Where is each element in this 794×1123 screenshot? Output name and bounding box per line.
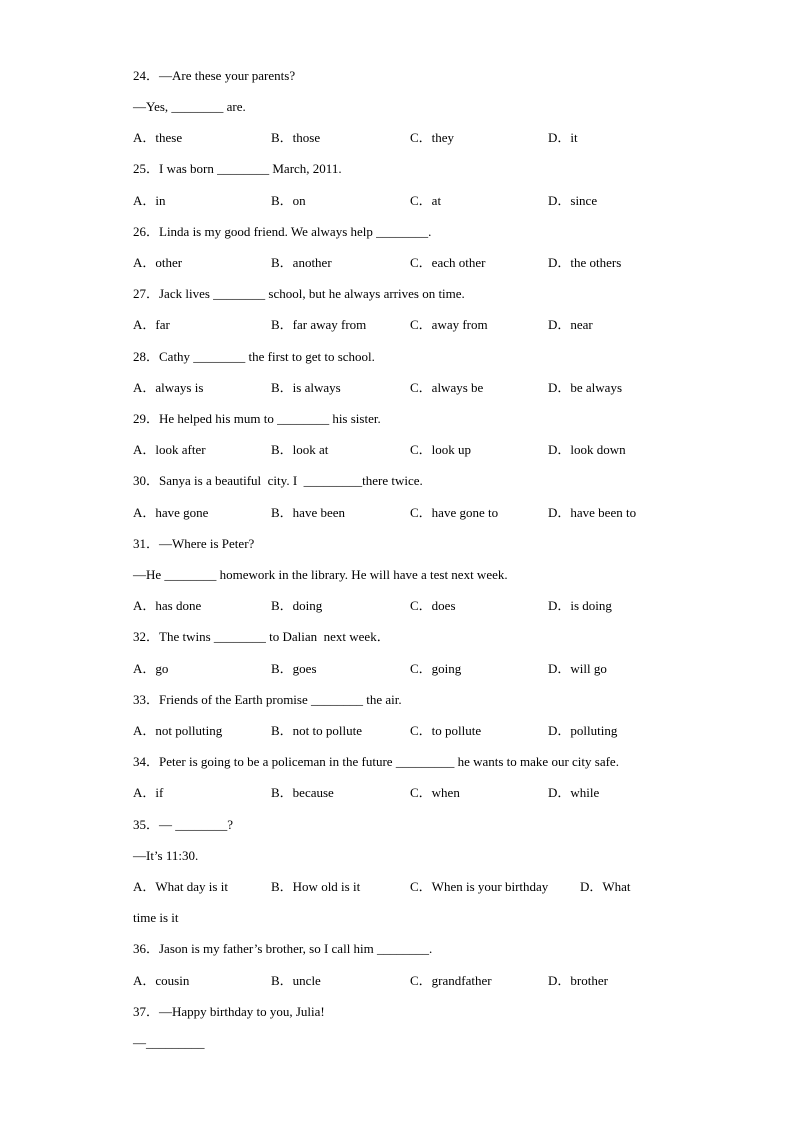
q32-stem: 32．The twins ________ to Dalian next week． xyxy=(133,629,390,644)
q24-option-b: B．those xyxy=(271,130,321,145)
q35-option-c: C．When is your birthday xyxy=(410,879,549,894)
q27-option-b: B．far away from xyxy=(271,317,367,332)
q26-option-c: C．each other xyxy=(410,255,486,270)
q30-option-c: C．have gone to xyxy=(410,505,499,520)
q27-option-d: D．near xyxy=(548,317,593,332)
q30-option-b: B．have been xyxy=(271,505,346,520)
q29-option-d: D．look down xyxy=(548,442,626,457)
q37-stem: 37．—Happy birthday to you, Julia! xyxy=(133,1004,325,1019)
q32-option-b: B．goes xyxy=(271,661,317,676)
q28-option-d: D．be always xyxy=(548,380,623,395)
q25-option-c: C．at xyxy=(410,193,442,208)
q36-option-d: D．brother xyxy=(548,973,608,988)
q37-reply: —_________ xyxy=(133,1035,205,1050)
q24-stem: 24．—Are these your parents? xyxy=(133,68,296,83)
q35-option-d: D．What xyxy=(580,879,631,894)
q36-option-a: A．cousin xyxy=(133,973,190,988)
q34-option-b: B．because xyxy=(271,785,334,800)
q35-stem: 35．— ________? xyxy=(133,817,234,832)
q34-option-a: A．if xyxy=(133,785,164,800)
q27-stem: 27．Jack lives ________ school, but he always arrives on time. xyxy=(133,286,465,301)
q28-stem: 28．Cathy ________ the first to get to school. xyxy=(133,349,375,364)
q28-option-a: A．always is xyxy=(133,380,204,395)
q32-option-a: A．go xyxy=(133,661,169,676)
q33-option-a: A．not polluting xyxy=(133,723,223,738)
q24-option-d: D．it xyxy=(548,130,578,145)
q24-option-c: C．they xyxy=(410,130,455,145)
q30-option-d: D．have been to xyxy=(548,505,637,520)
q26-option-d: D．the others xyxy=(548,255,622,270)
q28-option-b: B．is always xyxy=(271,380,341,395)
q36-stem: 36．Jason is my father’s brother, so I call him ________. xyxy=(133,941,433,956)
q31-option-d: D．is doing xyxy=(548,598,612,613)
q25-option-a: A．in xyxy=(133,193,166,208)
q25-option-d: D．since xyxy=(548,193,598,208)
q34-option-d: D．while xyxy=(548,785,600,800)
q32-option-d: D．will go xyxy=(548,661,607,676)
q28-option-c: C．always be xyxy=(410,380,484,395)
q31-option-a: A．has done xyxy=(133,598,202,613)
q35-option-a: A．What day is it xyxy=(133,879,228,894)
q35-reply: —It’s 11:30. xyxy=(133,848,199,863)
q31-reply: —He ________ homework in the library. He will have a test next week. xyxy=(133,567,508,582)
q32-option-c: C．going xyxy=(410,661,462,676)
q26-option-b: B．another xyxy=(271,255,332,270)
q27-option-c: C．away from xyxy=(410,317,488,332)
q25-stem: 25．I was born ________ March, 2011. xyxy=(133,161,342,176)
q27-option-a: A．far xyxy=(133,317,170,332)
q31-option-c: C．does xyxy=(410,598,456,613)
q24-option-a: A．these xyxy=(133,130,183,145)
q24-reply: —Yes, ________ are. xyxy=(133,99,246,114)
q35-option-b: B．How old is it xyxy=(271,879,361,894)
q35-option-d-continued: time is it xyxy=(133,910,179,925)
q36-option-c: C．grandfather xyxy=(410,973,492,988)
q29-option-c: C．look up xyxy=(410,442,472,457)
q33-option-b: B．not to pollute xyxy=(271,723,363,738)
q34-option-c: C．when xyxy=(410,785,460,800)
q25-option-b: B．on xyxy=(271,193,306,208)
q29-option-b: B．look at xyxy=(271,442,329,457)
q31-stem: 31．—Where is Peter? xyxy=(133,536,255,551)
q34-stem: 34．Peter is going to be a policeman in the future _________ he wants to make our city safe. xyxy=(133,754,619,769)
q36-option-b: B．uncle xyxy=(271,973,321,988)
q29-stem: 29．He helped his mum to ________ his sister. xyxy=(133,411,381,426)
q33-stem: 33．Friends of the Earth promise ________ the air. xyxy=(133,692,402,707)
q33-option-c: C．to pollute xyxy=(410,723,482,738)
q30-stem: 30．Sanya is a beautiful city. I _________there twice. xyxy=(133,473,423,488)
q31-option-b: B．doing xyxy=(271,598,323,613)
q33-option-d: D．polluting xyxy=(548,723,618,738)
q29-option-a: A．look after xyxy=(133,442,206,457)
q26-option-a: A．other xyxy=(133,255,183,270)
q30-option-a: A．have gone xyxy=(133,505,209,520)
q26-stem: 26．Linda is my good friend. We always help ________. xyxy=(133,224,432,239)
